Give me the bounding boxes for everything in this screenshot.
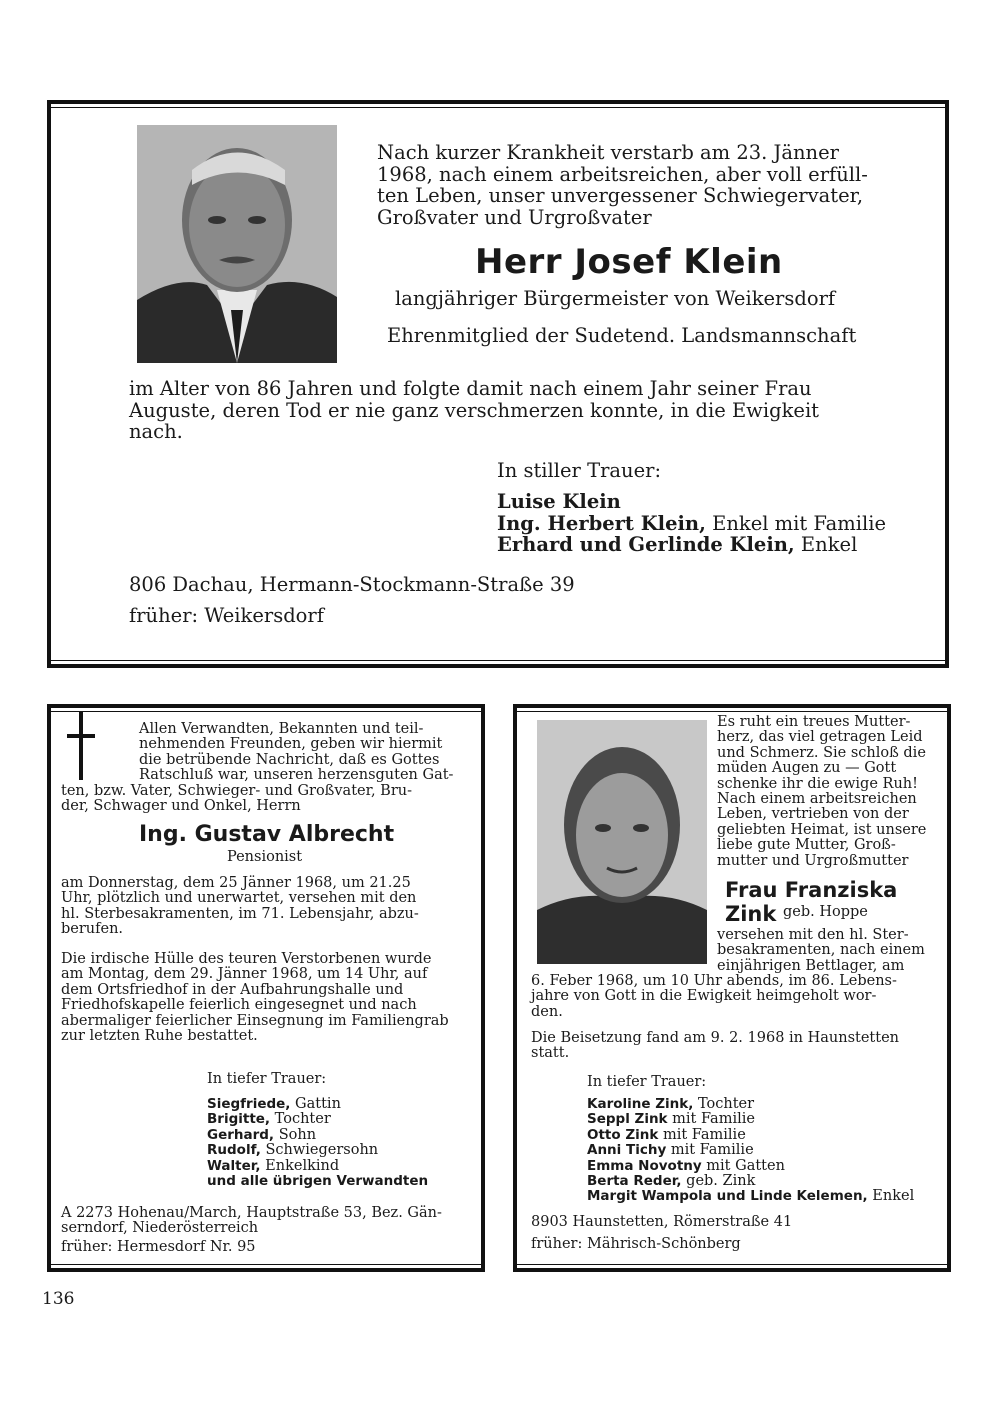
death-text-line: berufen.	[61, 921, 124, 938]
deceased-name: Ing. Gustav Albrecht	[139, 822, 395, 847]
mourners-list	[587, 1097, 914, 1205]
former-residence: früher: Weikersdorf	[129, 604, 324, 627]
death-text-line: 6. Feber 1968, um 10 Uhr abends, im 86. Lebens-	[531, 973, 897, 989]
intro-line: Nach kurzer Krankheit verstarb am 23. Jänner	[377, 141, 839, 164]
double-rule-bottom	[517, 1264, 947, 1265]
burial-text-line: Die irdische Hülle des teuren Verstorbenen wurde	[61, 951, 432, 967]
burial-text	[531, 1031, 941, 1062]
death-text-line: Auguste, deren Tod er nie ganz verschmerzen konnte, in die Ewigkeit	[129, 398, 820, 422]
burial-text-line: statt.	[531, 1045, 570, 1062]
mourner	[497, 513, 886, 535]
address	[61, 1206, 481, 1237]
mourner-relation: Enkelkind	[265, 1157, 340, 1174]
mourner-relation: Tochter	[274, 1111, 331, 1128]
intro-line: der, Schwager und Onkel, Herrn	[61, 798, 301, 815]
mourner-name: Margit Wampola und Linde Kelemen,	[587, 1188, 868, 1205]
intro-line: müden Augen zu — Gott	[717, 760, 897, 777]
death-text-line: einjährigen Bettlager, am	[717, 957, 905, 974]
mourners-list	[207, 1097, 428, 1189]
mourner	[497, 491, 886, 513]
death-text-continued	[531, 974, 941, 1020]
mourner	[587, 1189, 914, 1204]
double-rule-bottom	[51, 1264, 481, 1265]
mourner	[207, 1097, 428, 1112]
address-line: serndorf, Niederösterreich	[61, 1220, 259, 1237]
mourner-name: Erhard und Gerlinde Klein,	[497, 533, 795, 556]
death-text	[61, 876, 481, 938]
mourner-relation: mit Gatten	[706, 1157, 785, 1174]
death-text-line: versehen mit den hl. Ster-	[717, 927, 909, 943]
mourner-name: Karoline Zink,	[587, 1096, 694, 1112]
mourner-relation: mit Familie	[672, 1111, 755, 1128]
mourner	[207, 1174, 428, 1189]
intro-line: und Schmerz. Sie schloß die	[717, 744, 926, 761]
mourning-heading: In tiefer Trauer:	[207, 1071, 327, 1087]
death-text-line: jahre von Gott in die Ewigkeit heimgeholt wor-	[531, 988, 877, 1005]
mourner-relation: Schwiegersohn	[265, 1142, 379, 1159]
mourner-relation: Sohn	[278, 1126, 317, 1143]
address: 806 Dachau, Hermann-Stockmann-Straße 39	[129, 573, 575, 596]
mourner	[207, 1112, 428, 1127]
intro-line: Ratschluß war, unseren herzensguten Gat-	[139, 767, 454, 784]
intro-text	[377, 142, 873, 228]
death-text-line: nach.	[129, 420, 183, 443]
burial-text-line: Die Beisetzung fand am 9. 2. 1968 in Haunstetten	[531, 1030, 900, 1046]
mourner	[207, 1128, 428, 1143]
death-text-line: hl. Sterbesakramenten, im 71. Lebensjahr, abzu-	[61, 905, 419, 922]
deceased-title: Pensionist	[227, 849, 303, 865]
mourner-name: Otto Zink	[587, 1126, 659, 1143]
death-text-line: am Donnerstag, dem 25 Jänner 1968, um 21.25	[61, 875, 411, 891]
mourner-name: Brigitte,	[207, 1111, 271, 1128]
mourner-relation: Enkel	[872, 1188, 915, 1205]
mourner-relation: Enkel	[800, 533, 858, 556]
mourner	[497, 534, 886, 556]
burial-text-line: dem Ortsfriedhof in der Aufbahrungshalle und	[61, 981, 404, 998]
mourner	[587, 1128, 914, 1143]
burial-text	[61, 952, 481, 1044]
intro-line: Allen Verwandten, Bekannten und teil-	[139, 721, 424, 737]
page-number: 136	[42, 1289, 75, 1309]
burial-text-line: Friedhofskapelle feierlich eingesegnet und nach	[61, 997, 417, 1014]
intro-text-continued	[61, 784, 471, 815]
intro-line: Großvater und Urgroßvater	[377, 205, 652, 229]
mourner	[587, 1159, 914, 1174]
deceased-birth-name: geb. Hoppe	[783, 904, 868, 920]
burial-text-line: zur letzten Ruhe bestattet.	[61, 1028, 258, 1045]
mourner-name: Walter,	[207, 1157, 261, 1174]
burial-text-line: abermaliger feierlicher Einsegnung im Familiengrab	[61, 1012, 449, 1029]
death-text-line: besakramenten, nach einem	[717, 942, 925, 959]
former-residence: früher: Mährisch-Schönberg	[531, 1236, 741, 1252]
cross-icon	[61, 712, 101, 782]
notice-gustav-albrecht	[47, 704, 485, 1272]
mourner-relation: Gattin	[295, 1096, 341, 1112]
mourner-name: Seppl Zink	[587, 1111, 668, 1128]
former-residence: früher: Hermesdorf Nr. 95	[61, 1239, 256, 1255]
mourner-relation: mit Familie	[662, 1126, 746, 1143]
mourner-name: Berta Reder,	[587, 1173, 682, 1190]
double-rule-bottom	[51, 660, 945, 661]
portrait-photo-josef-klein	[137, 125, 337, 363]
death-text	[129, 378, 871, 443]
intro-line: liebe gute Mutter, Groß-	[717, 837, 896, 854]
death-text	[717, 928, 937, 974]
mourner-name: Gerhard,	[207, 1126, 275, 1143]
intro-line: nehmenden Freunden, geben wir hiermit	[139, 736, 443, 753]
intro-line: die betrübende Nachricht, daß es Gottes	[139, 751, 440, 768]
intro-line: mutter und Urgroßmutter	[717, 852, 909, 869]
deceased-name: Herr Josef Klein	[475, 242, 783, 282]
intro-line: Leben, vertrieben von der	[717, 806, 909, 823]
mourner	[207, 1143, 428, 1158]
mourning-heading: In stiller Trauer:	[497, 459, 662, 482]
double-rule-top	[517, 711, 947, 712]
mourner-name: Anni Tichy	[587, 1142, 667, 1159]
intro-line: Nach einem arbeitsreichen	[717, 791, 917, 808]
burial-text-line: am Montag, dem 29. Jänner 1968, um 14 Uhr, auf	[61, 966, 428, 983]
mourner-name: Luise Klein	[497, 490, 621, 513]
double-rule-top	[51, 107, 945, 108]
death-text-line: Uhr, plötzlich und unerwartet, versehen mit den	[61, 890, 417, 907]
mourner	[207, 1159, 428, 1174]
notice-josef-klein	[47, 100, 949, 668]
mourner-relation: Enkel mit Familie	[712, 511, 886, 535]
intro-line: ten, bzw. Vater, Schwieger- und Großvater, Bru-	[61, 783, 412, 799]
deceased-honor: Ehrenmitglied der Sudetend. Landsmannschaft	[387, 324, 857, 347]
mourners-list	[497, 491, 886, 556]
death-text-line: den.	[531, 1003, 563, 1020]
mourner-relation: geb. Zink	[686, 1173, 756, 1190]
mourning-heading: In tiefer Trauer:	[587, 1074, 707, 1090]
mourner-name: Emma Novotny	[587, 1157, 702, 1174]
mourner-name: und alle übrigen Verwandten	[207, 1173, 429, 1190]
mourner-name: Rudolf,	[207, 1142, 261, 1159]
deceased-name: Frau Franziska Zink	[725, 878, 898, 926]
mourner-name: Siegfriede,	[207, 1096, 291, 1112]
intro-line: schenke ihr die ewige Ruh!	[717, 775, 918, 792]
address: 8903 Haunstetten, Römerstraße 41	[531, 1214, 793, 1230]
intro-text	[717, 715, 937, 869]
notice-franziska-zink	[513, 704, 951, 1272]
mourner-relation: mit Familie	[670, 1142, 754, 1159]
double-rule-top	[51, 711, 481, 712]
mourner	[587, 1112, 914, 1127]
intro-text	[139, 722, 469, 784]
address-line: A 2273 Hohenau/March, Hauptstraße 53, Bez. Gän-	[61, 1205, 442, 1221]
deceased-role: langjähriger Bürgermeister von Weikersdorf	[395, 287, 836, 310]
portrait-photo-franziska-zink	[537, 720, 707, 964]
death-text-line: im Alter von 86 Jahren und folgte damit nach einem Jahr seiner Frau	[129, 377, 812, 400]
mourner-name: Ing. Herbert Klein,	[497, 511, 706, 535]
intro-line: geliebten Heimat, ist unsere	[717, 821, 927, 838]
intro-line: Es ruht ein treues Mutter-	[717, 714, 911, 730]
intro-line: herz, das viel getragen Leid	[717, 729, 923, 746]
mourner	[587, 1143, 914, 1158]
intro-line: 1968, nach einem arbeitsreichen, aber voll erfüll-	[377, 162, 868, 186]
intro-line: ten Leben, unser unvergessener Schwiegervater,	[377, 184, 864, 207]
mourner	[587, 1097, 914, 1112]
mourner	[587, 1174, 914, 1189]
mourner-relation: Tochter	[697, 1096, 755, 1112]
